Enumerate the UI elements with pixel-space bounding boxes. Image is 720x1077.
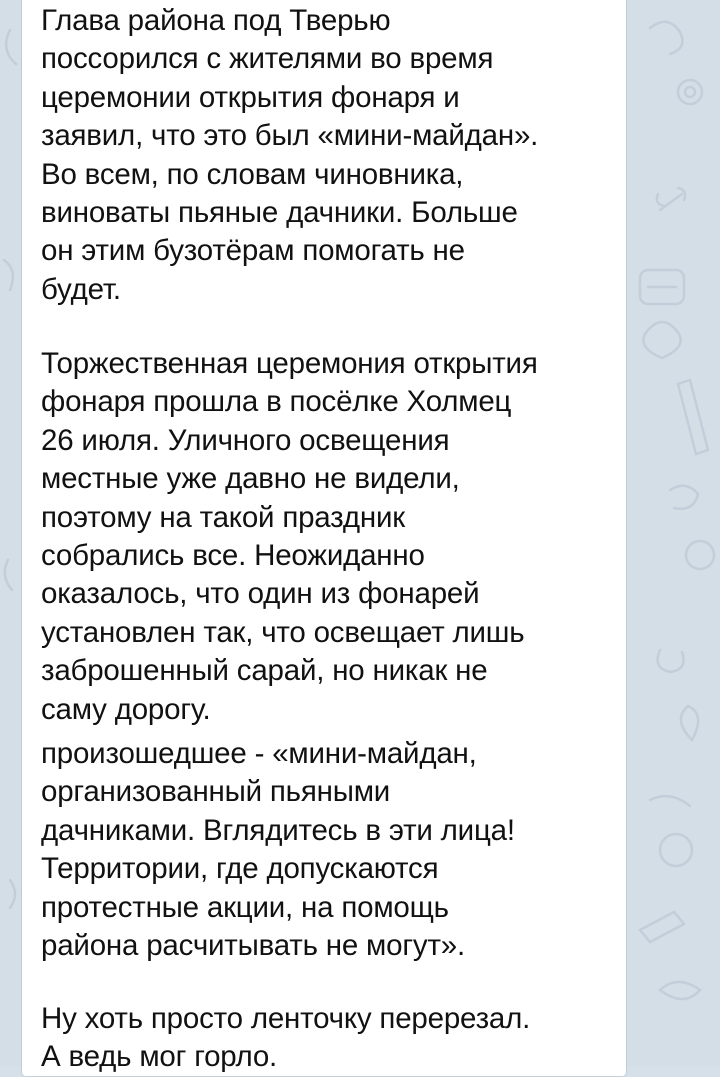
- message-line: Во всем, по словам чиновника,: [41, 157, 464, 191]
- message-line: он этим бузотёрам помогать не: [41, 234, 465, 268]
- message-line: будет.: [41, 272, 121, 306]
- message-line: А ведь мог горло.: [41, 1040, 278, 1074]
- message-line: собрались все. Неожиданно: [41, 538, 425, 572]
- message-line: установлен так, что освещает лишь: [41, 615, 525, 649]
- message-line: церемонии открытия фонаря и: [41, 80, 460, 114]
- message-line: дачниками. Вглядитесь в эти лица!: [41, 813, 515, 847]
- message-line: протестные акции, на помощь: [41, 890, 449, 924]
- message-line: саму дорогу.: [41, 692, 211, 726]
- message-line: организованный пьяными: [41, 775, 391, 809]
- message-line: фонаря прошла в посёлке Холмец: [41, 385, 512, 419]
- message-line: 26 июля. Уличного освещения: [41, 423, 450, 457]
- message-line: поэтому на такой праздник: [41, 500, 405, 534]
- message-paragraph: [41, 2, 621, 309]
- message-paragraph: [41, 1000, 621, 1077]
- message-line: поссорился с жителями во время: [41, 42, 494, 76]
- message-line: произошедшее - «мини-майдан,: [41, 737, 477, 770]
- message-paragraph: [41, 345, 621, 729]
- message-line: местные уже давно не видели,: [41, 462, 460, 496]
- message-line: виноваты пьяные дачники. Больше: [41, 195, 518, 229]
- message-line: района расчитывать не могут».: [41, 928, 465, 962]
- message-line: Глава района под Тверью: [41, 4, 391, 37]
- message-line: заявил, что это был «мини-майдан».: [41, 119, 539, 153]
- message-line: Торжественная церемония открытия: [41, 347, 538, 380]
- message-paragraph: [41, 735, 621, 965]
- message-line: Ну хоть просто ленточку перерезал.: [41, 1002, 531, 1035]
- message-line: заброшенный сарай, но никак не: [41, 654, 488, 688]
- message-line: оказалось, что один из фонарей: [41, 577, 480, 611]
- message-line: Территории, где допускаются: [41, 852, 439, 886]
